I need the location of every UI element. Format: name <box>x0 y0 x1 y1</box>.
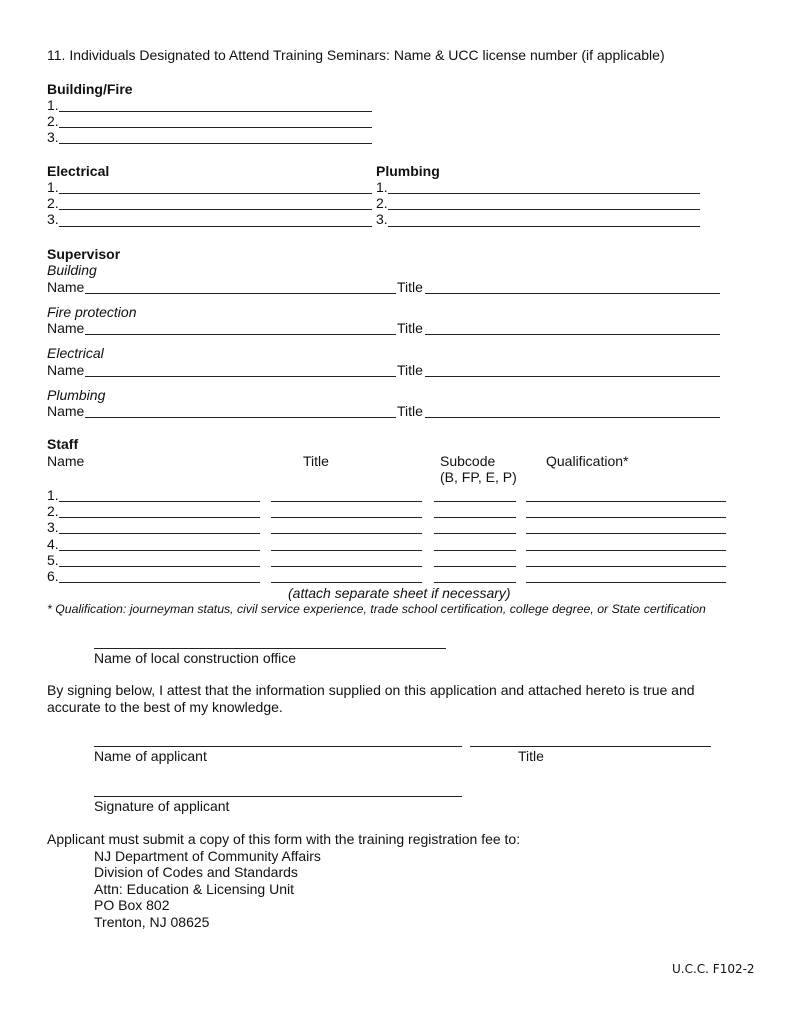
staff-col-name: Name <box>47 453 85 469</box>
signature-field[interactable] <box>94 796 462 797</box>
electrical-num-1: 1. <box>47 179 59 195</box>
supervisor-fire-name-label: Name <box>47 320 85 336</box>
staff-qualification-field[interactable] <box>526 566 726 567</box>
attest-text-line-1: By signing below, I attest that the information supplied on this application and attached hereto is true and <box>47 682 695 698</box>
staff-row-num: 3. <box>47 519 59 535</box>
plumbing-title: Plumbing <box>376 163 440 179</box>
plumbing-field-2[interactable] <box>388 209 700 210</box>
building-fire-field-1[interactable] <box>59 111 372 112</box>
plumbing-num-2: 2. <box>376 195 388 211</box>
staff-title-field[interactable] <box>271 550 422 551</box>
qualification-footnote: * Qualification: journeyman status, civil service experience, trade school certification, college degree, or State certification <box>47 602 706 616</box>
staff-qualification-field[interactable] <box>526 582 726 583</box>
supervisor-category-fire-protection: Fire protection <box>47 304 137 320</box>
form-code: U.C.C. F102-2 <box>672 962 755 976</box>
address-line: PO Box 802 <box>94 897 170 913</box>
staff-subcode-field[interactable] <box>434 566 516 567</box>
supervisor-plumbing-name-field[interactable] <box>85 417 396 418</box>
supervisor-fire-title-field[interactable] <box>425 334 720 335</box>
address-line: Attn: Education & Licensing Unit <box>94 881 295 897</box>
local-office-label: Name of local construction office <box>94 650 297 666</box>
electrical-num-2: 2. <box>47 195 59 211</box>
supervisor-fire-title-label: Title <box>397 320 423 336</box>
attest-text-line-2: accurate to the best of my knowledge. <box>47 699 283 715</box>
local-office-field[interactable] <box>94 648 446 649</box>
staff-subcode-field[interactable] <box>434 501 516 502</box>
staff-name-field[interactable] <box>59 501 260 502</box>
plumbing-field-1[interactable] <box>388 193 700 194</box>
address-line: NJ Department of Community Affairs <box>94 848 321 864</box>
supervisor-category-building: Building <box>47 262 97 278</box>
attach-note: (attach separate sheet if necessary) <box>288 585 511 601</box>
electrical-field-3[interactable] <box>59 226 372 227</box>
staff-name-field[interactable] <box>59 566 260 567</box>
staff-qualification-field[interactable] <box>526 501 726 502</box>
supervisor-plumbing-title-field[interactable] <box>425 417 720 418</box>
staff-col-title: Title <box>303 453 329 469</box>
staff-title: Staff <box>47 436 79 452</box>
staff-title-field[interactable] <box>271 517 422 518</box>
staff-subcode-field[interactable] <box>434 550 516 551</box>
staff-name-field[interactable] <box>59 517 260 518</box>
staff-title-field[interactable] <box>271 501 422 502</box>
plumbing-field-3[interactable] <box>388 226 700 227</box>
building-fire-title: Building/Fire <box>47 81 133 97</box>
building-fire-num-1: 1. <box>47 97 59 113</box>
supervisor-title: Supervisor <box>47 246 121 262</box>
applicant-title-field[interactable] <box>470 746 711 747</box>
supervisor-electrical-title-field[interactable] <box>425 376 720 377</box>
staff-row-num: 5. <box>47 552 59 568</box>
building-fire-field-3[interactable] <box>59 143 372 144</box>
supervisor-plumbing-title-label: Title <box>397 403 423 419</box>
electrical-field-1[interactable] <box>59 193 372 194</box>
supervisor-electrical-title-label: Title <box>397 362 423 378</box>
electrical-title: Electrical <box>47 163 110 179</box>
staff-col-qualification: Qualification* <box>546 453 629 469</box>
applicant-name-field[interactable] <box>94 746 462 747</box>
supervisor-building-title-field[interactable] <box>425 293 720 294</box>
section-heading: 11. Individuals Designated to Attend Training Seminars: Name & UCC license number (if applicable) <box>47 47 665 63</box>
staff-qualification-field[interactable] <box>526 550 726 551</box>
supervisor-category-electrical: Electrical <box>47 345 104 361</box>
building-fire-num-2: 2. <box>47 113 59 129</box>
staff-name-field[interactable] <box>59 582 260 583</box>
applicant-name-label: Name of applicant <box>94 748 207 764</box>
supervisor-fire-name-field[interactable] <box>85 334 396 335</box>
staff-subcode-field[interactable] <box>434 533 516 534</box>
address-line: Division of Codes and Standards <box>94 864 298 880</box>
supervisor-building-name-label: Name <box>47 279 85 295</box>
staff-row-num: 6. <box>47 568 59 584</box>
electrical-num-3: 3. <box>47 211 59 227</box>
staff-subcode-field[interactable] <box>434 582 516 583</box>
supervisor-electrical-name-label: Name <box>47 362 85 378</box>
staff-subcode-field[interactable] <box>434 517 516 518</box>
supervisor-category-plumbing: Plumbing <box>47 387 106 403</box>
building-fire-num-3: 3. <box>47 129 59 145</box>
staff-row-num: 1. <box>47 487 59 503</box>
supervisor-electrical-name-field[interactable] <box>85 376 396 377</box>
staff-qualification-field[interactable] <box>526 517 726 518</box>
staff-name-field[interactable] <box>59 550 260 551</box>
address-line: Trenton, NJ 08625 <box>94 914 210 930</box>
staff-name-field[interactable] <box>59 533 260 534</box>
staff-qualification-field[interactable] <box>526 533 726 534</box>
staff-title-field[interactable] <box>271 582 422 583</box>
staff-title-field[interactable] <box>271 533 422 534</box>
staff-col-subcode-sub: (B, FP, E, P) <box>440 469 517 485</box>
staff-title-field[interactable] <box>271 566 422 567</box>
electrical-field-2[interactable] <box>59 209 372 210</box>
staff-row-num: 4. <box>47 536 59 552</box>
supervisor-plumbing-name-label: Name <box>47 403 85 419</box>
submit-intro: Applicant must submit a copy of this form with the training registration fee to: <box>47 831 521 847</box>
plumbing-num-3: 3. <box>376 211 388 227</box>
plumbing-num-1: 1. <box>376 179 388 195</box>
supervisor-building-name-field[interactable] <box>85 293 396 294</box>
staff-col-subcode: Subcode <box>440 453 496 469</box>
supervisor-building-title-label: Title <box>397 279 423 295</box>
applicant-title-label: Title <box>518 748 544 764</box>
staff-row-num: 2. <box>47 503 59 519</box>
building-fire-field-2[interactable] <box>59 127 372 128</box>
signature-label: Signature of applicant <box>94 798 230 814</box>
